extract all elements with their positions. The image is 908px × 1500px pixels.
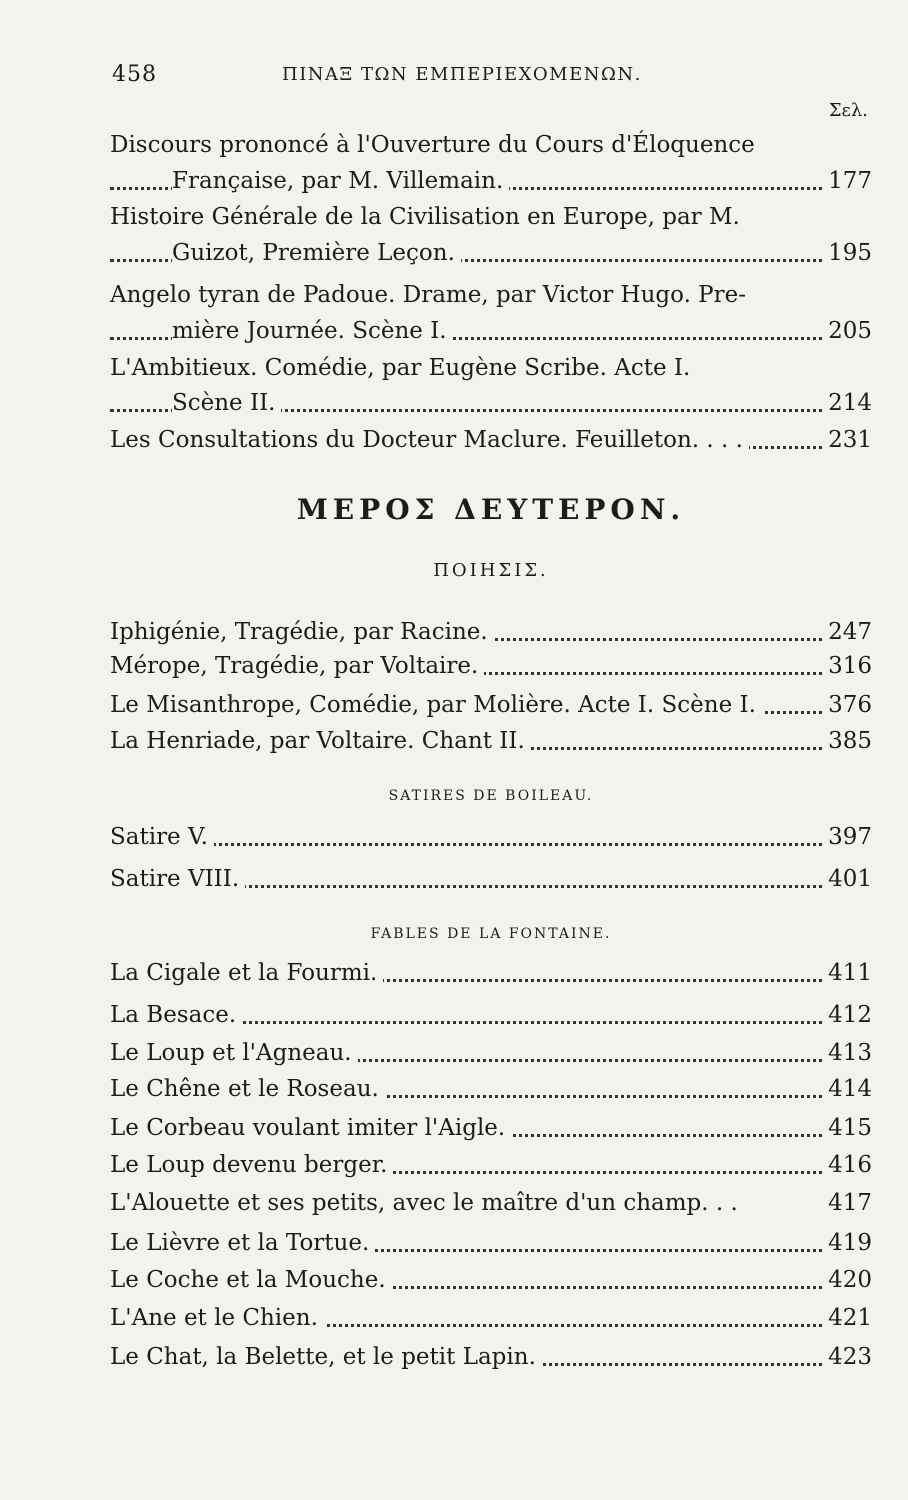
fables-heading: FABLES DE LA FONTAINE. (370, 926, 612, 942)
toc-entry-title: Iphigénie, Tragédie, par Racine. (110, 617, 494, 647)
toc-entry (110, 238, 872, 268)
toc-entry (110, 1038, 872, 1068)
toc-entry-line: L'Ambitieux. Comédie, par Eugène Scribe. Acte I. (110, 355, 691, 381)
toc-entry (110, 822, 872, 852)
toc-entry (110, 864, 872, 894)
toc-entry-title: Le Chat, la Belette, et le petit Lapin. (110, 1342, 542, 1372)
toc-entry (110, 651, 872, 681)
toc-entry (110, 1342, 872, 1372)
toc-entry-page: 214 (822, 388, 872, 418)
toc-entry-title: Guizot, Première Leçon. (172, 238, 461, 268)
toc-entry-title: Mérope, Tragédie, par Voltaire. (110, 651, 484, 681)
toc-entry-page: 413 (822, 1038, 872, 1068)
toc-entry (110, 1188, 872, 1218)
toc-entry-line: Histoire Générale de la Civilisation en Europe, par M. (110, 204, 740, 230)
toc-entry-title: Le Chêne et le Roseau. (110, 1074, 385, 1104)
toc-entry (110, 1265, 872, 1295)
page-number: 458 (112, 62, 157, 87)
toc-entry-title: Le Corbeau voulant imiter l'Aigle. (110, 1113, 511, 1143)
toc-entry-title: mière Journée. Scène I. (172, 316, 453, 346)
toc-entry-line: Angelo tyran de Padoue. Drame, par Victor Hugo. Pre- (110, 282, 747, 308)
toc-entry-page: 401 (822, 864, 872, 894)
toc-entry (110, 1228, 872, 1258)
toc-entry-title: Satire VIII. (110, 864, 245, 894)
toc-entry-page: 385 (822, 726, 872, 756)
toc-entry-page: 247 (822, 617, 872, 647)
satires-heading: SATIRES DE BOILEAU. (388, 788, 594, 804)
toc-entry-line: Discours prononcé à l'Ouverture du Cours d'Éloquence (110, 132, 755, 158)
toc-entry (110, 617, 872, 647)
toc-entry-page: 415 (822, 1113, 872, 1143)
toc-entry (110, 1000, 872, 1030)
toc-entry-title: La Henriade, par Voltaire. Chant II. (110, 726, 531, 756)
toc-entry-title: Le Coche et la Mouche. (110, 1265, 392, 1295)
toc-entry-title: Scène II. (172, 388, 281, 418)
toc-entry-title: Le Loup devenu berger. (110, 1150, 393, 1180)
toc-entry-page: 416 (822, 1150, 872, 1180)
toc-entry (110, 1150, 872, 1180)
toc-entry-title: Française, par M. Villemain. (172, 166, 509, 196)
toc-entry-page: 423 (822, 1342, 872, 1372)
toc-entry-page: 376 (822, 690, 872, 720)
running-title: ΠΙΝΑΞ ΤΩΝ ΕΜΠΕΡΙΕΧΟΜΕΝΩΝ. (282, 64, 642, 85)
toc-entry-page: 205 (822, 316, 872, 346)
toc-entry-page: 177 (822, 166, 872, 196)
section-title: ΜΕΡΟΣ ΔΕΥΤΕΡΟΝ. (296, 493, 686, 526)
running-header (112, 62, 868, 92)
toc-entry-title: La Cigale et la Fourmi. (110, 958, 383, 988)
toc-entry (110, 726, 872, 756)
toc-entry (110, 1074, 872, 1104)
section-subtitle: ΠΟΙΗΣΙΣ. (433, 560, 549, 581)
toc-entry (110, 1303, 872, 1333)
toc-entry-page: 421 (822, 1303, 872, 1333)
toc-entry-page: 417 (822, 1188, 872, 1218)
toc-entry (110, 958, 872, 988)
toc-entry-title: L'Alouette et ses petits, avec le maître d'un champ. . . (110, 1188, 744, 1218)
toc-entry-title: L'Ane et le Chien. (110, 1303, 324, 1333)
toc-entry-title: Les Consultations du Docteur Maclure. Feuilleton. . . . (110, 425, 749, 455)
toc-entry (110, 166, 872, 196)
toc-entry-title: Le Misanthrope, Comédie, par Molière. Acte I. Scène I. (110, 690, 762, 720)
toc-entry (110, 425, 872, 455)
toc-entry-page: 195 (822, 238, 872, 268)
toc-entry-page: 419 (822, 1228, 872, 1258)
toc-entry (110, 1113, 872, 1143)
toc-entry-page: 411 (822, 958, 872, 988)
toc-entry-title: Le Loup et l'Agneau. (110, 1038, 358, 1068)
toc-entry-title: Satire V. (110, 822, 214, 852)
page-column-label: Σελ. (828, 100, 868, 121)
toc-entry (110, 388, 872, 418)
toc-entry-page: 412 (822, 1000, 872, 1030)
toc-entry-title: La Besace. (110, 1000, 242, 1030)
toc-entry-page: 414 (822, 1074, 872, 1104)
toc-entry (110, 316, 872, 346)
toc-entry-title: Le Lièvre et la Tortue. (110, 1228, 375, 1258)
toc-entry-page: 420 (822, 1265, 872, 1295)
toc-entry-page: 316 (822, 651, 872, 681)
toc-entry-page: 231 (822, 425, 872, 455)
toc-entry-page: 397 (822, 822, 872, 852)
toc-entry (110, 690, 872, 720)
